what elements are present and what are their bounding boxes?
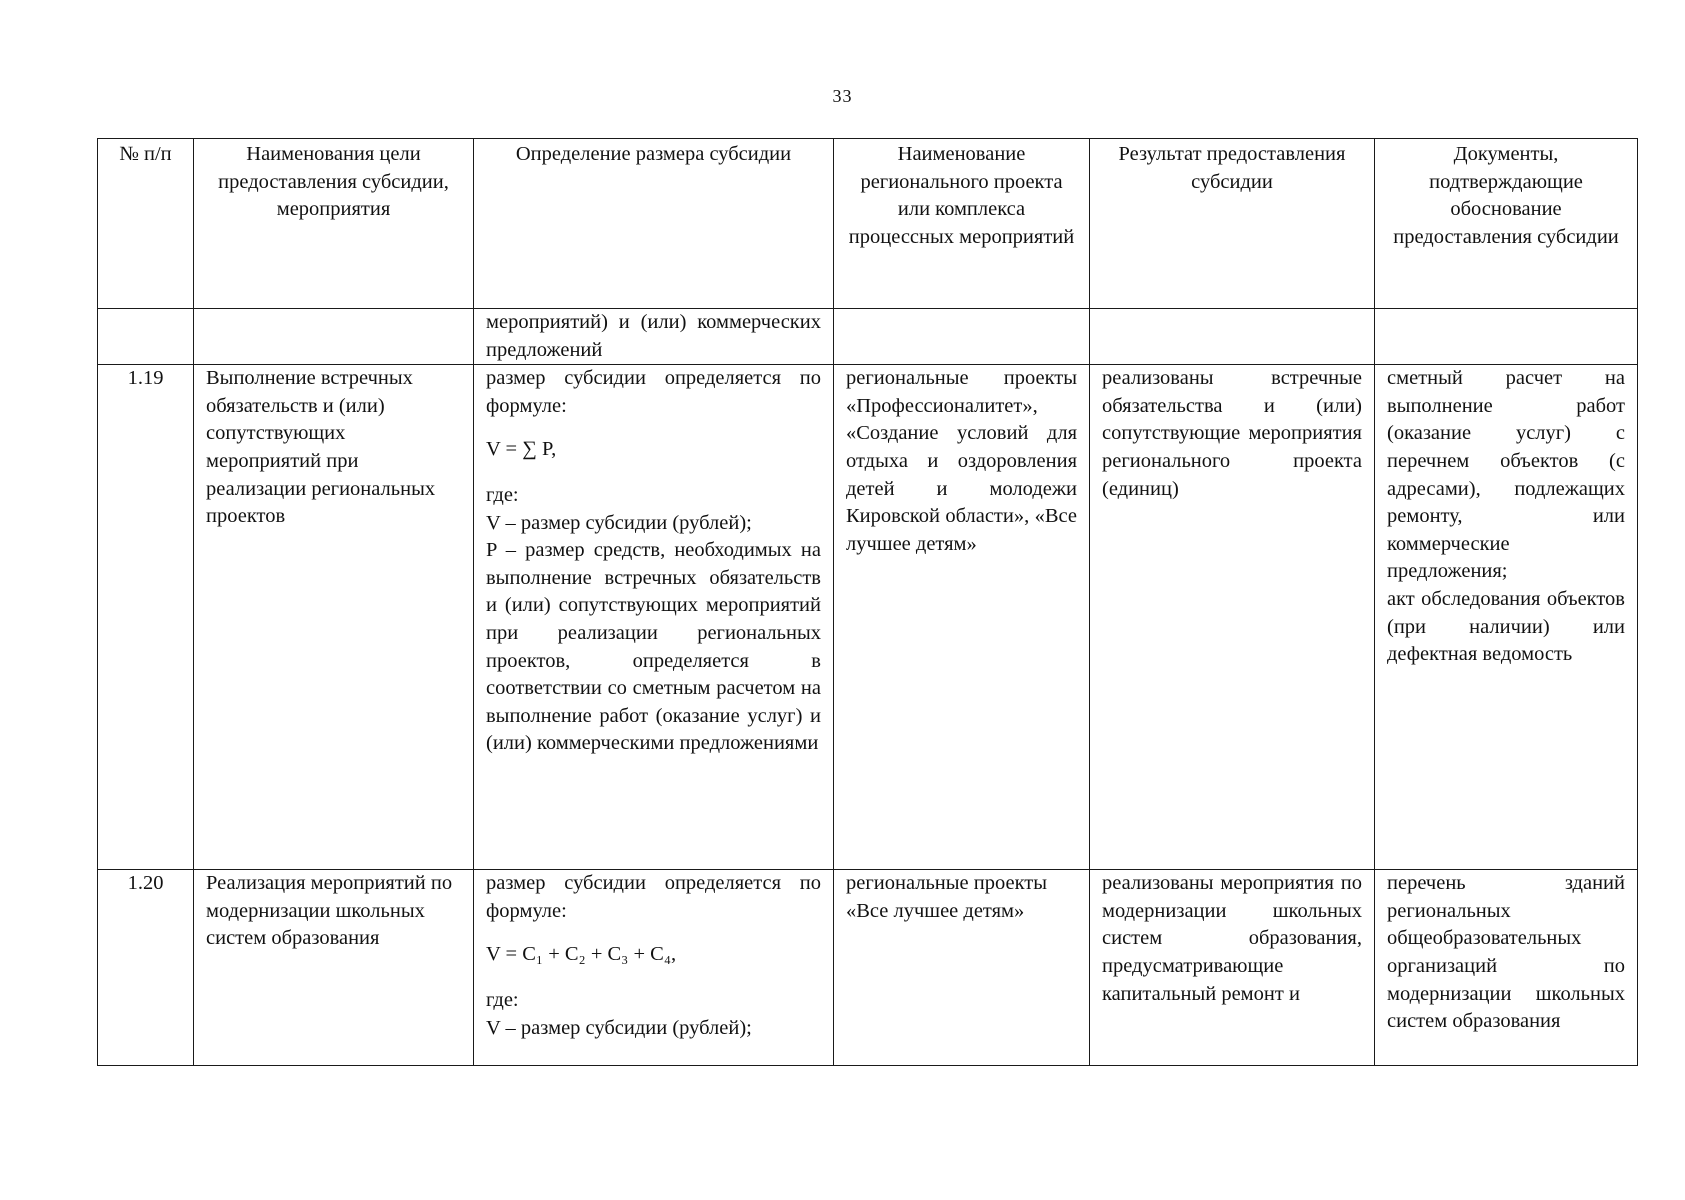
cell-num [98,309,194,365]
documents-item-2: акт обследования объектов (при наличии) или дефектная ведомость [1387,587,1625,666]
cell-name [194,309,474,365]
cell-name: Реализация мероприятий по модернизации школьных систем образования [194,870,474,1066]
cell-documents [1375,365,1638,870]
formula: V = C₁ + C₂ + C₃ + C₄, [486,943,677,966]
subsidy-table [97,138,1638,1066]
header-subsidy-size: Определение размера субсидии [474,139,834,309]
table-row-1-20 [98,870,1638,1066]
cell-project [834,309,1090,365]
cell-result [1090,309,1375,365]
header-goal-name: Наименования цели предоставления субсидии, мероприятия [194,139,474,309]
header-documents: Документы, подтверждающие обоснование предоставления субсидии [1375,139,1638,309]
header-project-name: Наименование регионального проекта или комплекса процессных мероприятий [834,139,1090,309]
header-row [98,139,1638,309]
cell-result: реализованы встречные обязательства и (или) сопутствующие мероприятия регионального проекта (единиц) [1090,365,1375,870]
cell-documents [1375,309,1638,365]
cell-result: реализованы мероприятия по модернизации школьных систем образования, предусматривающие капитальный ремонт и [1090,870,1375,1066]
where-label: где: [486,483,519,506]
definition-intro: размер субсидии определяется по формуле: [486,367,821,417]
definition-var-v: V – размер субсидии (рублей); [486,511,752,534]
documents-item-1: сметный расчет на выполнение работ (оказание услуг) с перечнем объектов (с адресами), подлежащих ремонту, или коммерческие предложения; [1387,367,1625,583]
header-result: Результат предоставления субсидии [1090,139,1375,309]
cell-name: Выполнение встречных обязательств и (или) сопутствующих мероприятий при реализации региональных проектов [194,365,474,870]
page-number: 33 [832,86,853,106]
cell-definition [474,365,834,870]
header-number: № п/п [98,139,194,309]
cell-num: 1.19 [98,365,194,870]
table-row-1-19 [98,365,1638,870]
definition-var-p: P – размер средств, необходимых на выполнение встречных обязательств и (или) сопутствующих мероприятий при реализации региональных проектов, определяется в соответствии со сметным расчетом на выполнение работ (оказание услуг) и (или) коммерческими предложениями [486,539,821,755]
cell-definition: мероприятий) и (или) коммерческих предложений [474,309,834,365]
cell-definition [474,870,834,1066]
cell-num: 1.20 [98,870,194,1066]
cell-documents: перечень зданий региональных общеобразовательных организаций по модернизации школьных систем образования [1375,870,1638,1066]
formula: V = ∑ P, [486,438,557,461]
where-label: где: [486,988,519,1011]
cell-project: региональные проекты «Профессионалитет», «Создание условий для отдыха и оздоровления детей и молодежи Кировской области», «Все лучшее детям» [834,365,1090,870]
definition-var-v: V – размер субсидии (рублей); [486,1016,752,1039]
definition-intro: размер субсидии определяется по формуле: [486,872,821,922]
table-row-continuation [98,309,1638,365]
cell-project: региональные проекты «Все лучшее детям» [834,870,1090,1066]
